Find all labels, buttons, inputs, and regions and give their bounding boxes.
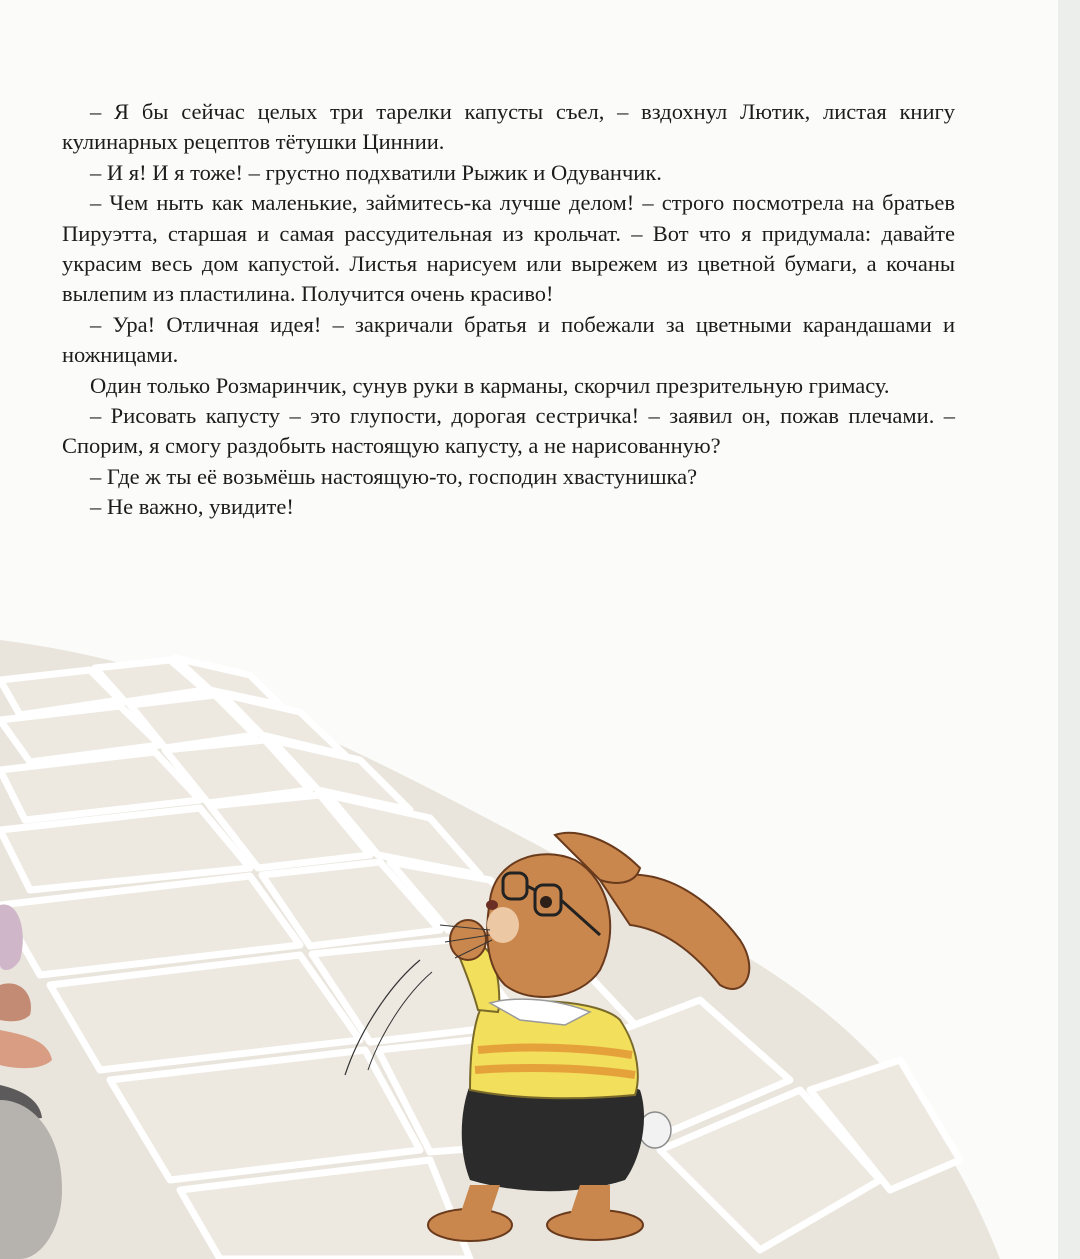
page-edge-shadow — [1058, 0, 1080, 1259]
story-paragraph: Один только Розмаринчик, сунув руки в карманы, скорчил презрительную гримасу. — [90, 372, 890, 398]
story-paragraph: – Ура! Отличная идея! – закричали братья и побежали за цветными карандашами и ножницами. — [62, 311, 955, 368]
story-paragraph: – Не важно, увидите! — [90, 494, 294, 520]
story-paragraph: – Я бы сейчас целых три тарелки капусты съел, – вздохнул Лютик, листая книгу кулинарных рецептов тётушки Циннии. — [62, 99, 955, 155]
story-paragraph: – Где ж ты её возьмёшь настоящую-то, господин хвастунишка? — [90, 463, 698, 489]
story-paragraph: – Рисовать капусту – это глупости, дорогая сестричка! – заявил он, пожав плечами. – Спорим, я смогу раздобыть настоящую капусту, а не нарисованную? — [62, 403, 955, 459]
story-paragraph: – И я! И я тоже! – грустно подхватили Рыжик и Одуванчик. — [90, 159, 662, 185]
story-paragraph: – Чем ныть как маленькие, займитесь-ка лучше делом! – строго посмотрела на братьев Пируэтта, старшая и самая рассудительная из крольчат. – Вот что я придумала: давайте украсим весь дом капустой. Листья нарисуем или вырежем из цветной бумаги, а кочаны вылепим из пластилина. Получится очень красиво! — [62, 190, 955, 307]
story-text — [62, 97, 955, 523]
